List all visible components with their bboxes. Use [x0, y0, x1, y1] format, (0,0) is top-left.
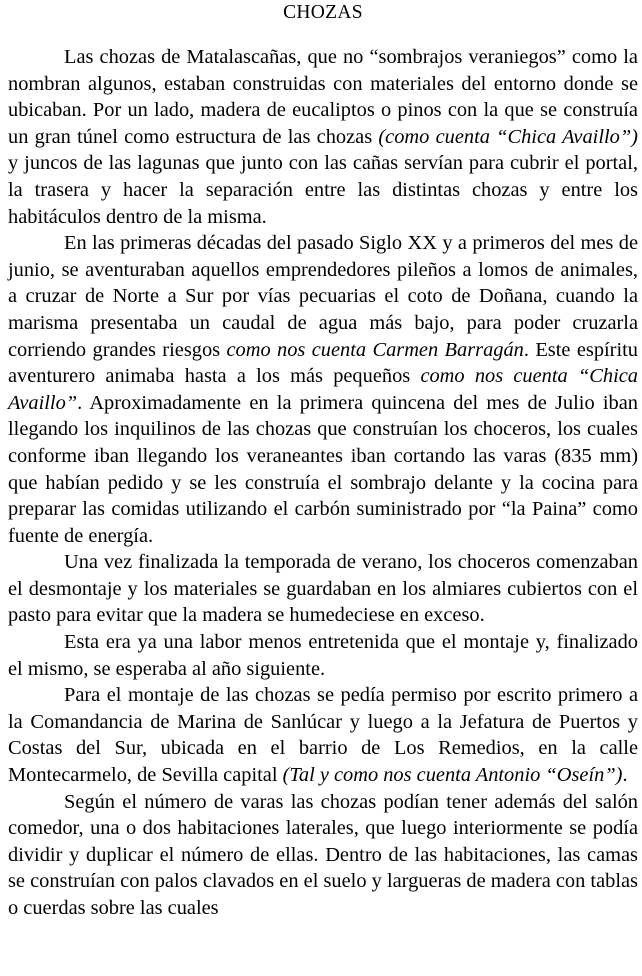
paragraph-labor [8, 629, 638, 682]
text-run: Según el número de varas las chozas podían tener además del salón comedor, una o dos habitaciones laterales, que luego interiormente se podía dividir y duplicar el número de ellas. Dentro de las habitaciones, las camas se construían con palos clavados en el suelo y largueras de madera con tablas o cuerdas sobre las cuales [8, 790, 638, 919]
text-run: . Aproximadamente en la primera quincena del mes de Julio iban llegando los inquilinos de las chozas que construían los choceros, los cuales conforme iban llegando los veraneantes iban cortando las varas (835 mm) que habían pedido y se les construía el sombrajo delante y la cocina para preparar las comidas utilizando el carbón suministrado por “la Paina” como fuente de energía. [8, 391, 638, 547]
text-run: Una vez finalizada la temporada de verano, los choceros comenzaban el desmontaje y los materiales se guardaban en los almiares cubiertos con el pasto para evitar que la madera se humedeciese en exceso. [8, 551, 638, 627]
text-run: . [622, 764, 628, 787]
book-page [8, 0, 638, 922]
text-run: . Este espíritu aventurero animaba hasta a los más pequeños [8, 338, 638, 388]
text-run: y juncos de las lagunas que junto con las cañas servían para cubrir el portal, la trasera y hacer la separación entre las distintas chozas y entre los habitáculos dentro de la misma. [8, 152, 638, 228]
citation-antonio-osein: (Tal y como nos cuenta Antonio “Oseín”) [282, 764, 623, 787]
chapter-title: CHOZAS [283, 2, 363, 23]
paragraph-permits [8, 682, 638, 788]
citation-carmen-barragan: como nos cuenta Carmen Barragán [226, 338, 524, 361]
paragraph-rooms [8, 789, 638, 922]
paragraph-intro [8, 44, 638, 230]
paragraph-journey [8, 230, 638, 549]
text-run: Para el montaje de las chozas se pedía permiso por escrito primero a la Comandancia de Marina de Sanlúcar y luego a la Jefatura de Puertos y Costas del Sur, ubicada en el barrio de Los Remedios, en la calle Montecarmelo, de Sevilla capital [8, 684, 638, 787]
text-run: Esta era ya una labor menos entretenida que el montaje y, finalizado el mismo, se esperaba al año siguiente. [8, 631, 638, 680]
text-run: Las chozas de Matalascañas, que no “sombrajos veraniegos” como la nombran algunos, estaban construidas con materiales del entorno donde se ubicaban. Por un lado, madera de eucaliptos o pinos con la que se construía un gran túnel como estructura de las chozas [8, 46, 638, 148]
citation-chica-availlo-2: como nos cuenta “Chica Availlo” [8, 365, 639, 414]
citation-chica-availlo: (como cuenta “Chica Availlo”) [378, 125, 638, 148]
text-run: En las primeras décadas del pasado Siglo XX y a primeros del mes de junio, se aventuraban aquellos emprendedores pileños a lomos de animales, a cruzar de Norte a Sur por vías pecuarias el coto de Doñana, cuando la marisma presentaba un caudal de agua más bajo, para poder cruzarla corriendo grandes riesgos [8, 232, 638, 361]
paragraph-dismantling [8, 549, 638, 629]
